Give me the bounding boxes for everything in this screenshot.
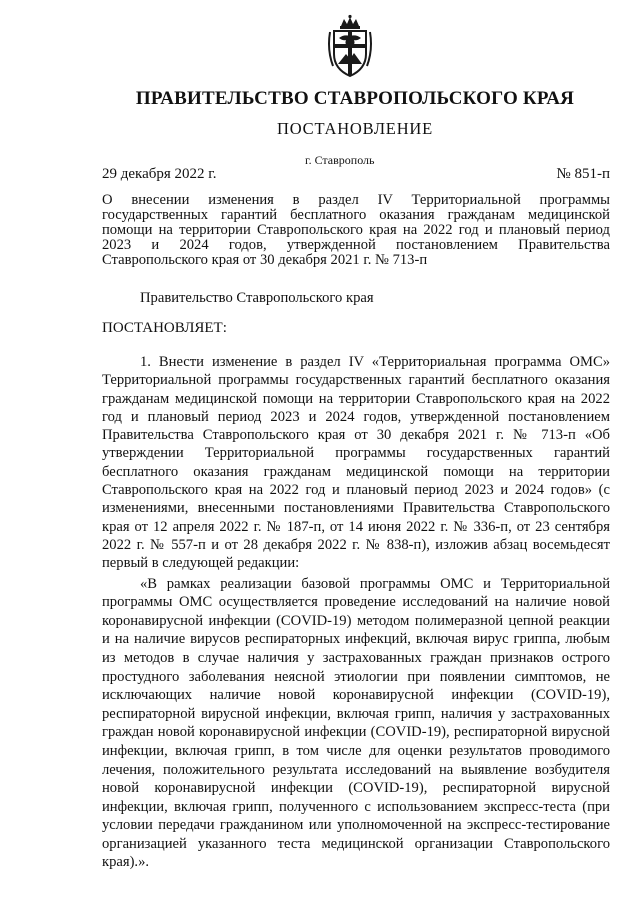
decree-word: ПОСТАНОВЛЯЕТ: — [102, 320, 227, 336]
paragraph-1: 1. Внести изменение в раздел IV «Территориальная программа ОМС» Территориальной программы государственных гарантий бесплатного оказания гражданам медицинской помощи на территории Ставропольского края на 2022 год и плановый период 2023 и 2024 годов, утвержденной постановлением Правительства Ставропольского края от 30 декабря 2021 г. № 713-п «Об утверждении Территориальной программы государственных гарантий бесплатного оказания гражданам медицинской помощи на территории Ставропольского края на 2022 год и плановый период 2023 и 2024 годов» (с изменениями, внесенными постановлениями Правительства Ставропольского края от 12 апреля 2022 г. № 187-п, от 14 июня 2022 г. № 336-п, от 23 сентября 2022 г. № 557-п и от 28 декабря 2022 г. № 838-п), изложив абзац восемьдесят первый в следующей редакции: — [102, 354, 610, 572]
document-subject: О внесении изменения в раздел IV Территориальной программы государственных гарантий бесплатного оказания гражданам медицинской помощи на территории Ставропольского края на 2022 год и плановый период 2023 и 2024 годов, утвержденной постановлением Правительства Ставропольского края от 30 декабря 2021 г. № 713-п — [102, 192, 610, 268]
document-type: ПОСТАНОВЛЕНИЕ — [277, 119, 433, 138]
government-title: ПРАВИТЕЛЬСТВО СТАВРОПОЛЬСКОГО КРАЯ — [135, 88, 575, 109]
document-body — [102, 353, 610, 872]
stavropol-coat-of-arms-icon — [326, 14, 374, 80]
document-number: № 851-п — [556, 166, 610, 182]
quoted-amendment: «В рамках реализации базовой программы ОМС и Территориальной программы ОМС осуществляется проведение исследований на наличие новой коронавирусной инфекции (COVID-19) методом полимеразной цепной реакции и на наличие вирусов респираторных инфекций, включая вирус гриппа, любым из методов в случае наличия у застрахованных граждан признаков острого простудного заболевания неясной этиологии при появлении симптомов, не исключающих наличие новой коронавирусной инфекции (COVID-19), респираторной вирусной инфекции, включая грипп, наличия у застрахованных граждан новой коронавирусной инфекции (COVID-19), респираторной вирусной инфекции, включая грипп, в том числе для оценки результатов проводимого лечения, положительного результата исследований на выявление возбудителя новой коронавирусной инфекции (COVID-19), респираторной вирусной инфекции, включая грипп, полученного с использованием экспресс-теста (при условии передачи гражданином или уполномоченной на экспресс-тестирование организацией указанного теста медицинской организации Ставропольского края).». — [102, 575, 610, 871]
city-label: г. Ставрополь — [305, 153, 375, 167]
document-date: 29 декабря 2022 г. — [102, 166, 217, 182]
preamble: Правительство Ставропольского края — [140, 290, 374, 306]
coat-of-arms-icon — [326, 14, 374, 80]
